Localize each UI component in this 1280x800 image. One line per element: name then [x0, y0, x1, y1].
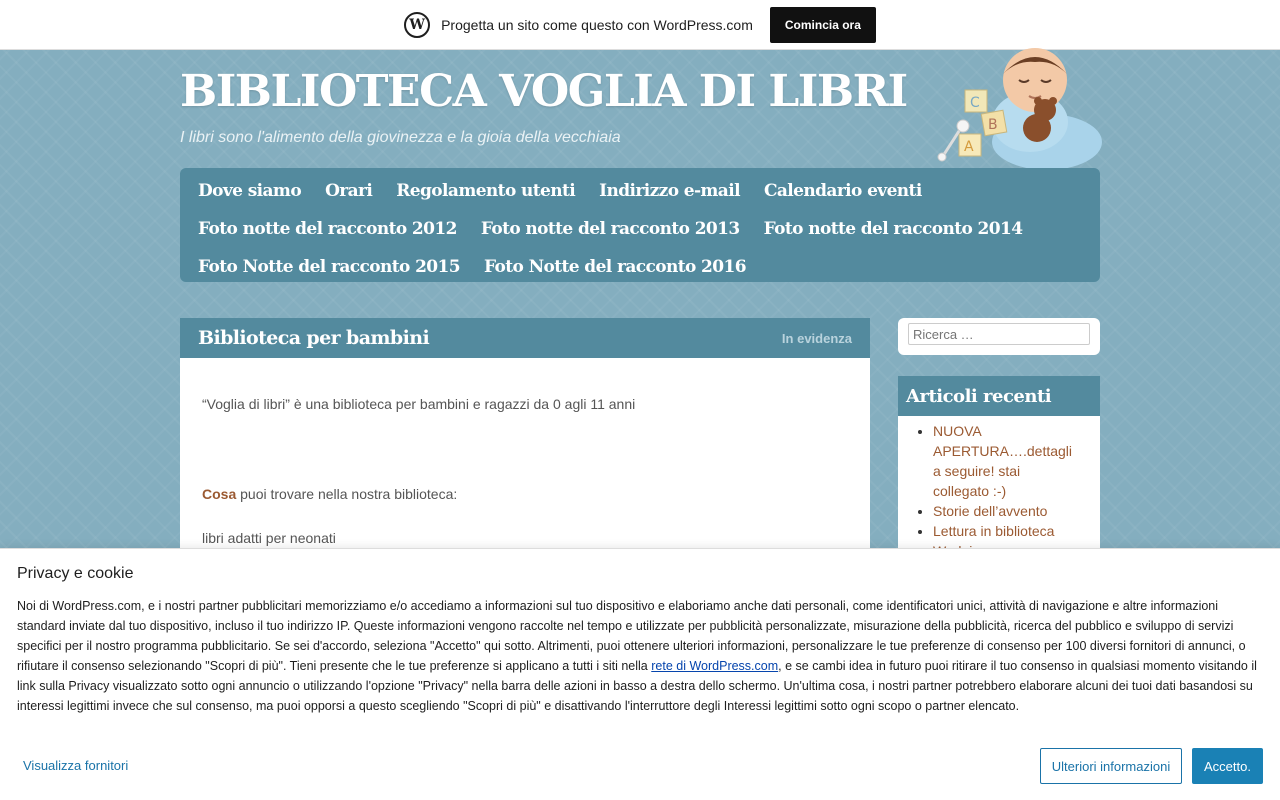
- recent-post-link[interactable]: • Storie dell’avvento: [933, 501, 1100, 521]
- cookie-title: Privacy e cookie: [17, 565, 134, 582]
- wordpress-network-link[interactable]: rete di WordPress.com: [651, 659, 779, 673]
- sticky-label: In evidenza: [781, 330, 852, 346]
- post-paragraph: libri adatti per neonati: [202, 530, 336, 546]
- block-a-letter: A: [964, 139, 974, 155]
- sticky-post: [180, 318, 870, 558]
- nav-row: [198, 248, 1100, 286]
- rattle-head: [957, 120, 969, 132]
- start-now-button[interactable]: Comincia ora: [770, 7, 876, 43]
- nav-item-dove-siamo[interactable]: Dove siamo: [198, 181, 302, 201]
- baby-with-blocks-illustration: [935, 50, 1105, 170]
- post-paragraph: [202, 486, 457, 502]
- nav-item-foto-2014[interactable]: Foto notte del racconto 2014: [763, 219, 1023, 239]
- search-input[interactable]: [908, 323, 1090, 345]
- cookie-text: [17, 596, 1257, 716]
- cookie-text-part: Noi di WordPress.com, e i nostri partner pubblicitari memorizziamo e/o accediamo a informazioni sul tuo dispositivo e elaboriamo anche dati personali, come identificatori unici, attività di navigazione e altre informazioni standard inviate dal tuo dispositivo, incluso il tuo indirizzo IP. Queste informazioni vengono raccolte nel tempo e utilizzate per pubblicità personalizzate, misurazione della pubblicità, ricerca del pubblico e sviluppo di servizi specifici per il nostro programma pubblicitario. Se sei d'accordo, seleziona "Accetto" qui sotto. Altrimenti, puoi ottenere ulteriori informazioni, personalizzare le tue preferenze di consenso per 100 diversi fornitori di annunci, o rifiutare il consenso selezionando "Scopri di più". Tieni presente che le tue preferenze si applicano a tutti i siti nella: [17, 599, 1246, 673]
- cookie-text-part: , e se cambi idea in futuro puoi ritirare il tuo consenso in qualsiasi momento visitando il link sulla Privacy visualizzato sotto ogni annuncio o utilizzando l'opzione "Privacy" nella barra delle azioni in basso a destra dello schermo. Un'ultima cosa, i nostri partner potrebbero elaborare alcuni dei tuoi dati basandosi su interessi legittimi invece che sul consenso, ma puoi opporsi a questo scegliendo "Scopri di più" e disattivando l'interruttore degli Interessi legittimi sotto ogni scopo o partner elencato.: [17, 659, 1257, 713]
- nav-row: [198, 172, 1100, 210]
- cookie-consent-panel: [0, 548, 1280, 800]
- block-b-letter: B: [988, 117, 998, 133]
- rattle-end: [938, 153, 946, 161]
- nav-item-foto-2016[interactable]: Foto Notte del racconto 2016: [483, 257, 746, 277]
- post-title[interactable]: Biblioteca per bambini: [198, 327, 430, 349]
- nav-item-foto-2012[interactable]: Foto notte del racconto 2012: [198, 219, 457, 239]
- wordpress-logo-icon[interactable]: W: [404, 12, 430, 38]
- nav-item-foto-2013[interactable]: Foto notte del racconto 2013: [480, 219, 740, 239]
- nav-item-calendario[interactable]: Calendario eventi: [763, 181, 922, 201]
- accept-button[interactable]: Accetto.: [1192, 748, 1263, 784]
- search-widget: [898, 318, 1100, 355]
- site-title[interactable]: BIBLIOTECA VOGLIA DI LIBRI: [180, 66, 907, 117]
- main-navigation: [180, 168, 1100, 282]
- site-tagline: I libri sono l'alimento della giovinezza e la gioia della vecchiaia: [180, 129, 621, 146]
- nav-item-foto-2015[interactable]: Foto Notte del racconto 2015: [198, 257, 460, 277]
- nav-item-orari[interactable]: Orari: [325, 181, 373, 201]
- promo-text[interactable]: Progetta un sito come questo con WordPress.com: [441, 16, 753, 33]
- teddy-ear: [1034, 97, 1042, 105]
- post-header: [180, 318, 870, 358]
- rattle-handle: [943, 128, 961, 156]
- widget-title: Articoli recenti: [898, 376, 1100, 416]
- paragraph-text: puoi trovare nella nostra biblioteca:: [236, 486, 458, 502]
- view-vendors-link[interactable]: Visualizza fornitori: [23, 758, 129, 773]
- bold-word: Cosa: [202, 486, 237, 502]
- teddy-ear: [1049, 97, 1057, 105]
- nav-row: [198, 210, 1100, 248]
- nav-item-regolamento[interactable]: Regolamento utenti: [396, 181, 576, 201]
- more-info-button[interactable]: Ulteriori informazioni: [1040, 748, 1182, 784]
- post-paragraph: “Voglia di libri” è una biblioteca per bambini e ragazzi da 0 agli 11 anni: [202, 396, 636, 412]
- recent-post-link[interactable]: • Lettura in biblioteca: [933, 521, 1100, 541]
- recent-post-link[interactable]: • NUOVA APERTURA….dettagli a seguire! stai collegato :-): [933, 421, 1100, 501]
- recent-posts-widget: [898, 376, 1100, 566]
- wordpress-promo-banner: [0, 0, 1280, 50]
- nav-item-email[interactable]: Indirizzo e-mail: [599, 181, 740, 201]
- block-c-letter: C: [970, 95, 980, 111]
